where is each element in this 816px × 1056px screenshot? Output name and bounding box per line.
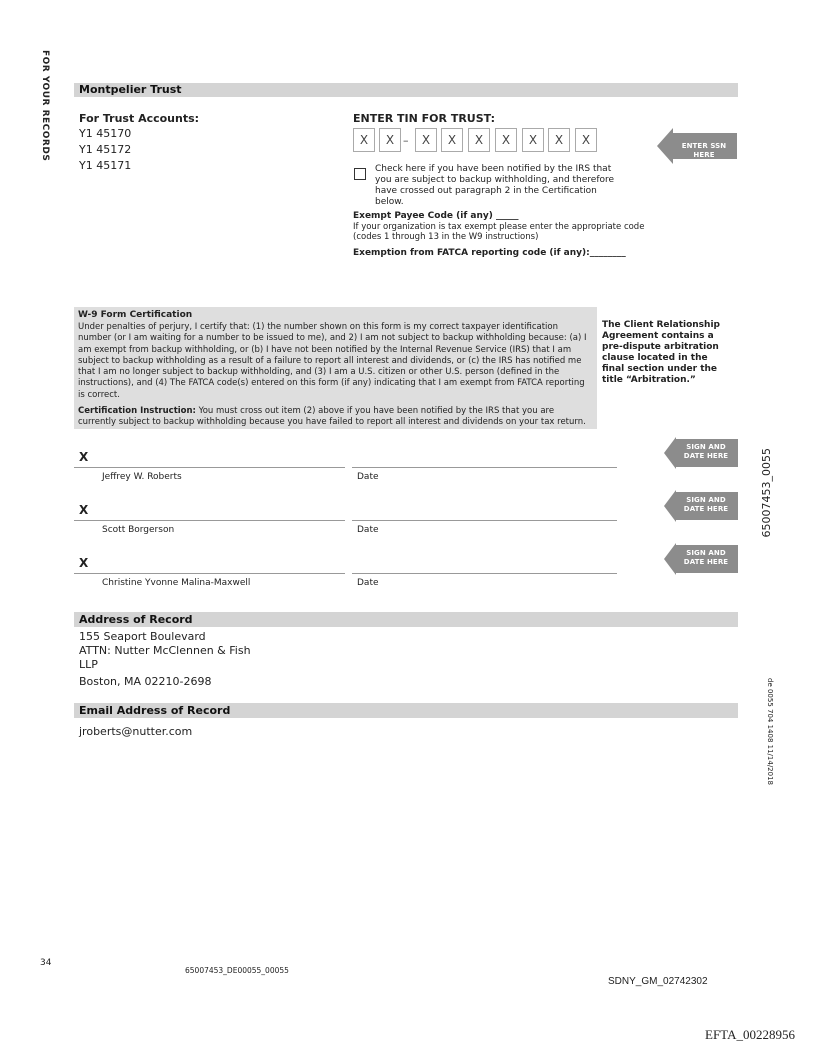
account-title: Montpelier Trust: [79, 83, 182, 96]
date-line[interactable]: [352, 520, 617, 521]
for-your-records-label: FOR YOUR RECORDS: [40, 50, 50, 162]
bates-number: SDNY_GM_02742302: [608, 976, 708, 987]
signature-mark: X: [79, 503, 89, 517]
date-line[interactable]: [352, 467, 617, 468]
date-label: Date: [357, 578, 379, 588]
signature-line[interactable]: [74, 520, 345, 521]
account-number: Y1 45171: [79, 159, 132, 172]
address-line: ATTN: Nutter McClennen & Fish: [79, 644, 251, 657]
address-title: Address of Record: [79, 613, 193, 626]
exempt-payee-label: Exempt Payee Code (if any) _____: [353, 211, 519, 221]
sign-and-date-arrow-icon: [664, 490, 740, 522]
signer-name: Jeffrey W. Roberts: [102, 472, 182, 482]
arbitration-note: The Client Relationship Agreement contains a pre-dispute arbitration clause located in the final section under the title “Arbitration.”: [602, 320, 720, 385]
sign-and-date-arrow-icon: [664, 437, 740, 469]
enter-ssn-arrow-icon: [657, 128, 739, 164]
certification-instruction-text: You must cross out item (2) above if you have been notified by the IRS that you are currently subject to backup withholding because you have failed to report all interest and dividends on your tax return.: [78, 406, 586, 428]
enter-ssn-arrow-label: ENTER SSN HERE: [681, 142, 727, 159]
email-title: Email Address of Record: [79, 704, 231, 717]
signer-name: Scott Borgerson: [102, 525, 175, 535]
trust-accounts: [79, 112, 199, 173]
address-block: [79, 630, 251, 689]
tin-digit-box[interactable]: X: [548, 128, 570, 152]
tin-digit-box[interactable]: X: [468, 128, 490, 152]
email-header-bar: [74, 703, 738, 718]
date-line[interactable]: [352, 573, 617, 574]
tin-heading: ENTER TIN FOR TRUST:: [353, 112, 495, 125]
sign-and-date-label: SIGN AND DATE HERE: [683, 443, 729, 460]
tin-digit-box[interactable]: X: [353, 128, 375, 152]
signer-name: Christine Yvonne Malina-Maxwell: [102, 578, 251, 588]
backup-withholding-text: Check here if you have been notified by the IRS that you are subject to backup withholding, and therefore have crossed out paragraph 2 in the Certification below.: [375, 164, 615, 207]
signature-mark: X: [79, 556, 89, 570]
account-number: Y1 45172: [79, 143, 132, 156]
exempt-payee-note: If your organization is tax exempt please enter the appropriate code (codes 1 through 13 in the W9 instructions): [353, 222, 645, 242]
address-line: Boston, MA 02210-2698: [79, 675, 212, 688]
tin-dash: –: [403, 134, 409, 147]
document-code: 65007453_0055: [760, 448, 773, 538]
signature-line[interactable]: [74, 573, 345, 574]
certification-instruction: [78, 406, 593, 429]
address-header-bar: [74, 612, 738, 627]
tin-digit-box[interactable]: X: [415, 128, 437, 152]
backup-withholding-checkbox[interactable]: [354, 168, 366, 180]
fatca-label: Exemption from FATCA reporting code (if any):________: [353, 248, 626, 258]
sign-and-date-arrow-icon: [664, 543, 740, 575]
signature-mark: X: [79, 450, 89, 464]
w9-certification-title: W-9 Form Certification: [78, 310, 193, 320]
email-value: jroberts@nutter.com: [79, 725, 193, 738]
date-label: Date: [357, 472, 379, 482]
tin-digit-box[interactable]: X: [379, 128, 401, 152]
small-document-code: de 0055 704 1408 11/14/2018: [766, 678, 774, 785]
w9-certification-box: [74, 307, 597, 429]
efta-number: EFTA_00228956: [705, 1027, 795, 1042]
tin-digit-box[interactable]: X: [441, 128, 463, 152]
tin-digit-box[interactable]: X: [575, 128, 597, 152]
tin-digit-box[interactable]: X: [522, 128, 544, 152]
account-number: Y1 45170: [79, 127, 132, 140]
certification-instruction-label: Certification Instruction:: [78, 406, 196, 417]
trust-accounts-heading: For Trust Accounts:: [79, 112, 200, 125]
footer-doc-id: 65007453_DE00055_00055: [185, 966, 289, 975]
tin-digit-box[interactable]: X: [495, 128, 517, 152]
address-line: LLP: [79, 658, 98, 671]
w9-certification-body: Under penalties of perjury, I certify that: (1) the number shown on this form is my correct taxpayer identification number (or I am waiting for a number to be issued to me), and 2) I am not subject to backup withholding because: (a) I am exempt from backup withholding, or (b) I have not been notified by the Internal Revenue Service (IRS) that I am subject to backup withholding as a result of a failure to report all interest and dividends, or (c) the IRS has notified me that I am no longer subject to backup withholding, and (3) I am a U.S. citizen or other U.S. person (defined in the instructions), and (4) The FATCA code(s) entered on this form (if any) indicating that I am exempt from FATCA reporting is correct.: [78, 322, 587, 400]
exempt-section: [353, 211, 653, 259]
date-label: Date: [357, 525, 379, 535]
account-header-bar: [74, 83, 738, 97]
address-line: 155 Seaport Boulevard: [79, 630, 206, 643]
sign-and-date-label: SIGN AND DATE HERE: [683, 549, 729, 566]
sign-and-date-label: SIGN AND DATE HERE: [683, 496, 729, 513]
signature-line[interactable]: [74, 467, 345, 468]
page-number: 34: [40, 958, 52, 968]
